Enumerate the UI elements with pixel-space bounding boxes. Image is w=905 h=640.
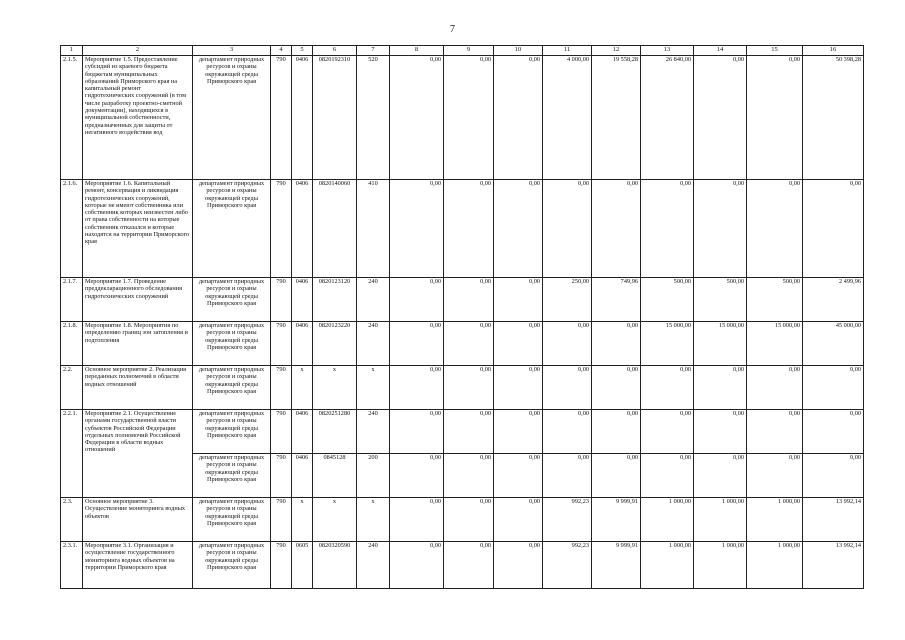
code-section: 0406 bbox=[292, 278, 313, 322]
code-grbs: 790 bbox=[271, 56, 292, 180]
measure-name: Мероприятие 1.8. Мероприятия по определению границ зон затопления и подтопления bbox=[83, 322, 193, 366]
value-cell: 500,00 bbox=[747, 278, 803, 322]
measure-name: Мероприятие 1.5. Предоставление субсидий из краевого бюджета бюджетам муниципальных образований Приморского края на капитальный ремонт гидротехнических сооружений (в том числе разработку проектно-сметной документации), находящихся в муниципальной собственности, предназначенных для защиты от негативного воздействия вод bbox=[83, 56, 193, 180]
column-header: 8 bbox=[390, 46, 444, 56]
value-cell: 15 000,00 bbox=[641, 322, 694, 366]
executor: департамент природных ресурсов и охраны окружающей среды Приморского края bbox=[193, 498, 271, 542]
executor: департамент природных ресурсов и охраны окружающей среды Приморского края bbox=[193, 366, 271, 410]
value-cell: 0,00 bbox=[390, 180, 444, 278]
value-cell: 0,00 bbox=[694, 180, 747, 278]
total-cell: 2 499,96 bbox=[803, 278, 864, 322]
value-cell: 0,00 bbox=[694, 366, 747, 410]
value-cell: 0,00 bbox=[592, 180, 641, 278]
code-expense-type: 200 bbox=[357, 454, 390, 498]
measure-name: Мероприятие 3.1. Организация и осуществление государственного мониторинга водных объектов на территории Приморского края bbox=[83, 542, 193, 589]
code-grbs: 790 bbox=[271, 180, 292, 278]
column-header: 15 bbox=[747, 46, 803, 56]
table-row bbox=[61, 366, 864, 410]
value-cell: 0,00 bbox=[592, 322, 641, 366]
value-cell: 9 999,91 bbox=[592, 542, 641, 589]
code-target: 0820251280 bbox=[313, 410, 357, 454]
code-section: 0406 bbox=[292, 410, 313, 454]
column-header: 9 bbox=[444, 46, 494, 56]
page-number: 7 bbox=[450, 24, 455, 35]
table-row bbox=[61, 180, 864, 278]
value-cell: 0,00 bbox=[747, 410, 803, 454]
value-cell: 0,00 bbox=[543, 454, 592, 498]
row-number: 2.1.7. bbox=[61, 278, 83, 322]
code-expense-type: 240 bbox=[357, 542, 390, 589]
value-cell: 0,00 bbox=[390, 278, 444, 322]
total-cell: 50 398,28 bbox=[803, 56, 864, 180]
column-header: 16 bbox=[803, 46, 864, 56]
measure-name: Мероприятие 1.7. Проведение преддекларационного обследования гидротехнических сооружений bbox=[83, 278, 193, 322]
table-row bbox=[61, 410, 864, 454]
value-cell: 0,00 bbox=[641, 454, 694, 498]
value-cell: 26 840,00 bbox=[641, 56, 694, 180]
code-expense-type: x bbox=[357, 366, 390, 410]
header-row bbox=[61, 46, 864, 56]
value-cell: 0,00 bbox=[494, 410, 543, 454]
row-number: 2.1.5. bbox=[61, 56, 83, 180]
value-cell: 0,00 bbox=[592, 454, 641, 498]
value-cell: 992,23 bbox=[543, 498, 592, 542]
code-expense-type: 240 bbox=[357, 278, 390, 322]
code-target: x bbox=[313, 366, 357, 410]
executor: департамент природных ресурсов и охраны окружающей среды Приморского края bbox=[193, 180, 271, 278]
table-row bbox=[61, 56, 864, 180]
value-cell: 749,96 bbox=[592, 278, 641, 322]
value-cell: 0,00 bbox=[444, 322, 494, 366]
code-grbs: 790 bbox=[271, 542, 292, 589]
total-cell: 13 992,14 bbox=[803, 498, 864, 542]
value-cell: 0,00 bbox=[694, 410, 747, 454]
column-header: 2 bbox=[83, 46, 193, 56]
executor: департамент природных ресурсов и охраны окружающей среды Приморского края bbox=[193, 322, 271, 366]
executor: департамент природных ресурсов и охраны окружающей среды Приморского края bbox=[193, 56, 271, 180]
value-cell: 1 000,00 bbox=[747, 498, 803, 542]
total-cell: 0,00 bbox=[803, 366, 864, 410]
value-cell: 0,00 bbox=[747, 366, 803, 410]
value-cell: 1 000,00 bbox=[694, 498, 747, 542]
value-cell: 0,00 bbox=[641, 180, 694, 278]
code-target: 0820320590 bbox=[313, 542, 357, 589]
measure-name: Основное мероприятие 3. Осуществление мониторинга водных объектов bbox=[83, 498, 193, 542]
code-target: 0820123120 bbox=[313, 278, 357, 322]
value-cell: 0,00 bbox=[641, 366, 694, 410]
code-expense-type: 240 bbox=[357, 410, 390, 454]
value-cell: 0,00 bbox=[494, 542, 543, 589]
code-section: 0406 bbox=[292, 322, 313, 366]
code-grbs: 790 bbox=[271, 322, 292, 366]
table-row bbox=[61, 542, 864, 589]
code-section: 0605 bbox=[292, 542, 313, 589]
code-expense-type: 410 bbox=[357, 180, 390, 278]
value-cell: 0,00 bbox=[444, 56, 494, 180]
value-cell: 0,00 bbox=[494, 278, 543, 322]
value-cell: 0,00 bbox=[390, 322, 444, 366]
value-cell: 0,00 bbox=[543, 180, 592, 278]
value-cell: 0,00 bbox=[641, 410, 694, 454]
table-row bbox=[61, 278, 864, 322]
value-cell: 0,00 bbox=[694, 454, 747, 498]
measure-name: Мероприятие 2.1. Осуществление органами государственной власти субъектов Российской Федерации отдельных полномочий Российской Федерации в области водных отношений bbox=[83, 410, 193, 498]
column-header: 1 bbox=[61, 46, 83, 56]
value-cell: 0,00 bbox=[747, 180, 803, 278]
executor: департамент природных ресурсов и охраны окружающей среды Приморского края bbox=[193, 410, 271, 454]
value-cell: 0,00 bbox=[444, 498, 494, 542]
value-cell: 0,00 bbox=[390, 366, 444, 410]
value-cell: 0,00 bbox=[592, 410, 641, 454]
total-cell: 0,00 bbox=[803, 454, 864, 498]
value-cell: 19 558,28 bbox=[592, 56, 641, 180]
value-cell: 0,00 bbox=[494, 56, 543, 180]
value-cell: 0,00 bbox=[747, 56, 803, 180]
code-target: 0820140060 bbox=[313, 180, 357, 278]
column-header: 7 bbox=[357, 46, 390, 56]
total-cell: 45 000,00 bbox=[803, 322, 864, 366]
value-cell: 15 000,00 bbox=[694, 322, 747, 366]
value-cell: 0,00 bbox=[494, 498, 543, 542]
row-number: 2.1.8. bbox=[61, 322, 83, 366]
total-cell: 0,00 bbox=[803, 180, 864, 278]
value-cell: 0,00 bbox=[494, 180, 543, 278]
executor: департамент природных ресурсов и охраны окружающей среды Приморского края bbox=[193, 542, 271, 589]
column-header: 4 bbox=[271, 46, 292, 56]
code-grbs: 790 bbox=[271, 278, 292, 322]
value-cell: 0,00 bbox=[694, 56, 747, 180]
code-target: x bbox=[313, 498, 357, 542]
code-expense-type: x bbox=[357, 498, 390, 542]
value-cell: 0,00 bbox=[494, 322, 543, 366]
code-expense-type: 240 bbox=[357, 322, 390, 366]
value-cell: 1 000,00 bbox=[747, 542, 803, 589]
column-header: 13 bbox=[641, 46, 694, 56]
budget-table bbox=[60, 45, 864, 589]
code-section: x bbox=[292, 366, 313, 410]
value-cell: 0,00 bbox=[444, 542, 494, 589]
column-header: 10 bbox=[494, 46, 543, 56]
value-cell: 0,00 bbox=[390, 542, 444, 589]
value-cell: 1 000,00 bbox=[694, 542, 747, 589]
column-header: 5 bbox=[292, 46, 313, 56]
value-cell: 0,00 bbox=[747, 454, 803, 498]
executor: департамент природных ресурсов и охраны окружающей среды Приморского края bbox=[193, 454, 271, 498]
value-cell: 1 000,00 bbox=[641, 498, 694, 542]
row-number: 2.2. bbox=[61, 366, 83, 410]
code-grbs: 790 bbox=[271, 498, 292, 542]
table-row bbox=[61, 498, 864, 542]
value-cell: 0,00 bbox=[592, 366, 641, 410]
value-cell: 0,00 bbox=[444, 180, 494, 278]
row-number: 2.3.1. bbox=[61, 542, 83, 589]
total-cell: 13 992,14 bbox=[803, 542, 864, 589]
value-cell: 0,00 bbox=[444, 454, 494, 498]
measure-name: Основное мероприятие 2. Реализация переданных полномочий в области водных отношений bbox=[83, 366, 193, 410]
value-cell: 0,00 bbox=[390, 454, 444, 498]
column-header: 3 bbox=[193, 46, 271, 56]
total-cell: 0,00 bbox=[803, 410, 864, 454]
code-target: 0845128 bbox=[313, 454, 357, 498]
row-number: 2.1.6. bbox=[61, 180, 83, 278]
value-cell: 500,00 bbox=[641, 278, 694, 322]
code-section: 0406 bbox=[292, 180, 313, 278]
column-header: 12 bbox=[592, 46, 641, 56]
value-cell: 0,00 bbox=[543, 322, 592, 366]
code-target: 0820192310 bbox=[313, 56, 357, 180]
code-section: x bbox=[292, 498, 313, 542]
value-cell: 992,23 bbox=[543, 542, 592, 589]
code-grbs: 790 bbox=[271, 366, 292, 410]
code-expense-type: 520 bbox=[357, 56, 390, 180]
row-number: 2.2.1. bbox=[61, 410, 83, 498]
code-target: 0820123220 bbox=[313, 322, 357, 366]
measure-name: Мероприятие 1.6. Капитальный ремонт, консервация и ликвидация гидротехнических сооружений, которые не имеют собственника или собственник которых неизвестен либо от права собственности на которые собственник отказался и которые находятся на территории Приморского края bbox=[83, 180, 193, 278]
value-cell: 15 000,00 bbox=[747, 322, 803, 366]
value-cell: 0,00 bbox=[390, 56, 444, 180]
value-cell: 500,00 bbox=[694, 278, 747, 322]
value-cell: 0,00 bbox=[444, 366, 494, 410]
code-section: 0406 bbox=[292, 454, 313, 498]
row-number: 2.3. bbox=[61, 498, 83, 542]
value-cell: 9 999,91 bbox=[592, 498, 641, 542]
column-header: 6 bbox=[313, 46, 357, 56]
executor: департамент природных ресурсов и охраны окружающей среды Приморского края bbox=[193, 278, 271, 322]
value-cell: 0,00 bbox=[543, 410, 592, 454]
column-header: 11 bbox=[543, 46, 592, 56]
value-cell: 250,00 bbox=[543, 278, 592, 322]
value-cell: 4 000,00 bbox=[543, 56, 592, 180]
value-cell: 0,00 bbox=[390, 410, 444, 454]
column-header: 14 bbox=[694, 46, 747, 56]
value-cell: 0,00 bbox=[543, 366, 592, 410]
table-row bbox=[61, 322, 864, 366]
value-cell: 0,00 bbox=[444, 410, 494, 454]
value-cell: 0,00 bbox=[444, 278, 494, 322]
value-cell: 1 000,00 bbox=[641, 542, 694, 589]
value-cell: 0,00 bbox=[494, 454, 543, 498]
code-grbs: 790 bbox=[271, 410, 292, 454]
value-cell: 0,00 bbox=[494, 366, 543, 410]
value-cell: 0,00 bbox=[390, 498, 444, 542]
code-section: 0406 bbox=[292, 56, 313, 180]
code-grbs: 790 bbox=[271, 454, 292, 498]
